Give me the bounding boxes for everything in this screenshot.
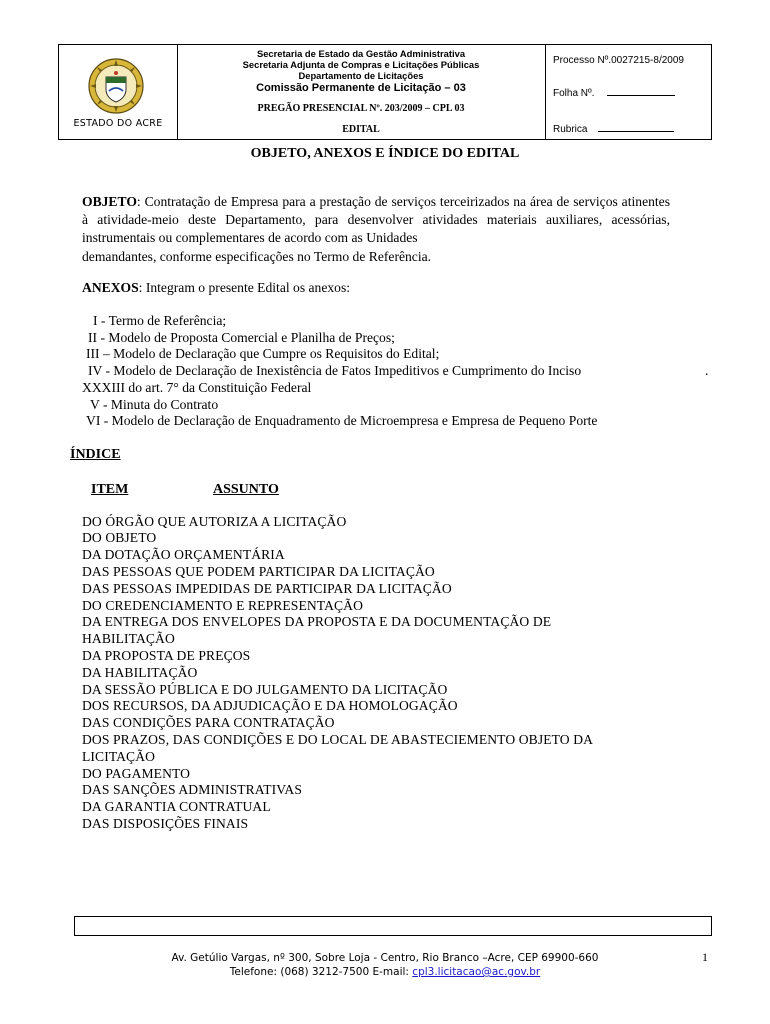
page-number: 1: [702, 950, 708, 964]
folha-label: Folha Nº.: [553, 88, 595, 99]
pregao-line: PREGÃO PRESENCIAL Nº. 203/2009 – CPL 03: [257, 103, 465, 114]
index-entry: DO OBJETO: [82, 530, 157, 545]
processo-number: Processo Nº.0027215-8/2009: [553, 55, 684, 66]
anexos-text: : Integram o presente Edital os anexos:: [138, 280, 351, 295]
indice-heading: ÍNDICE: [70, 447, 121, 462]
footer-phone: Telefone: (068) 3212-7500 E-mail:: [229, 966, 409, 978]
col-item-header: ITEM: [91, 482, 129, 497]
annex-item: IV - Modelo de Declaração de Inexistência de Fatos Impeditivos e Cumprimento do Inciso: [88, 363, 582, 378]
annex-item: VI - Modelo de Declaração de Enquadramento de Microempresa e Empresa de Pequeno Porte: [86, 413, 598, 428]
index-entry: DA DOTAÇÃO ORÇAMENTÁRIA: [82, 547, 285, 562]
doc-type: EDITAL: [342, 124, 380, 135]
folha-blank: [607, 87, 675, 96]
index-entry: DA GARANTIA CONTRATUAL: [82, 799, 271, 814]
logo-cell: [59, 45, 178, 139]
anexos-intro: [82, 280, 350, 296]
secretaria-line: Secretaria de Estado da Gestão Administrativa: [256, 48, 466, 59]
document-header: [58, 44, 712, 140]
index-entry-continuation: LICITAÇÃO: [82, 749, 156, 764]
index-entry: DAS PESSOAS IMPEDIDAS DE PARTICIPAR DA LICITAÇÃO: [82, 581, 452, 596]
annex-item: I - Termo de Referência;: [93, 313, 227, 328]
index-entry: DA PROPOSTA DE PREÇOS: [82, 648, 251, 663]
secretaria-adjunta-line: Secretaria Adjunta de Compras e Licitações Públicas: [242, 59, 480, 70]
col-assunto-header: ASSUNTO: [213, 482, 279, 497]
anexos-label: ANEXOS: [82, 280, 139, 295]
index-entry: DO CREDENCIAMENTO E REPRESENTAÇÃO: [82, 598, 364, 613]
index-entry-continuation: HABILITAÇÃO: [82, 631, 175, 646]
departamento-line: Departamento de Licitações: [298, 70, 424, 81]
index-entry: DOS RECURSOS, DA ADJUDICAÇÃO E DA HOMOLOGAÇÃO: [82, 698, 458, 713]
index-entry: DO PAGAMENTO: [82, 766, 191, 781]
index-entry: DOS PRAZOS, DAS CONDIÇÕES E DO LOCAL DE ABASTECIEMENTO OBJETO DA: [82, 732, 594, 747]
document-title: OBJETO, ANEXOS E ÍNDICE DO EDITAL: [250, 146, 520, 161]
index-entry: DAS DISPOSIÇÕES FINAIS: [82, 816, 249, 831]
rubrica-field: [553, 123, 674, 135]
objeto-last-line: demandantes, conforme especificações no Termo de Referência.: [82, 248, 432, 264]
objeto-paragraph: [82, 193, 670, 266]
annex-item: II - Modelo de Proposta Comercial e Planilha de Preços;: [88, 330, 395, 345]
index-entry: DA ENTREGA DOS ENVELOPES DA PROPOSTA E DA DOCUMENTAÇÃO DE: [82, 614, 552, 629]
index-entry: DA SESSÃO PÚBLICA E DO JULGAMENTO DA LICITAÇÃO: [82, 682, 448, 697]
footer-address: Av. Getúlio Vargas, nº 300, Sobre Loja - Centro, Rio Branco –Acre, CEP 69900-660: [171, 952, 599, 964]
rubrica-label: Rubrica: [553, 124, 588, 135]
index-entry: DO ÓRGÃO QUE AUTORIZA A LICITAÇÃO: [82, 514, 347, 529]
annex-item-continuation: XXXIII do art. 7° da Constituição Federal: [82, 380, 312, 395]
objeto-text: : Contratação de Empresa para a prestação de serviços terceirizados na área de serviços atinentes à atividade-meio deste Departamento, para desenvolver atividades materiais auxiliares, acessórias, instrumentais ou complementares de acordo com as Unidades: [82, 194, 670, 246]
annex-item: V - Minuta do Contrato: [90, 397, 219, 412]
state-seal-icon: [87, 57, 145, 115]
index-entry: DAS PESSOAS QUE PODEM PARTICIPAR DA LICITAÇÃO: [82, 564, 435, 579]
footer-contact: [0, 966, 770, 978]
annex-item: III – Modelo de Declaração que Cumpre os Requisitos do Edital;: [86, 346, 440, 361]
objeto-label: OBJETO: [82, 194, 137, 209]
index-entry: DAS CONDIÇÕES PARA CONTRATAÇÃO: [82, 715, 335, 730]
stray-dot: .: [705, 363, 709, 378]
footer-box: [74, 916, 712, 936]
comissao-line: Comissão Permanente de Licitação – 03: [256, 82, 466, 94]
rubrica-blank: [598, 123, 674, 132]
folha-field: [553, 87, 675, 99]
index-entry: DA HABILITAÇÃO: [82, 665, 198, 680]
index-entry: DAS SANÇÕES ADMINISTRATIVAS: [82, 782, 302, 797]
footer-email-link[interactable]: cpl3.licitacao@ac.gov.br: [412, 966, 541, 978]
state-name: ESTADO DO ACRE: [73, 118, 163, 129]
